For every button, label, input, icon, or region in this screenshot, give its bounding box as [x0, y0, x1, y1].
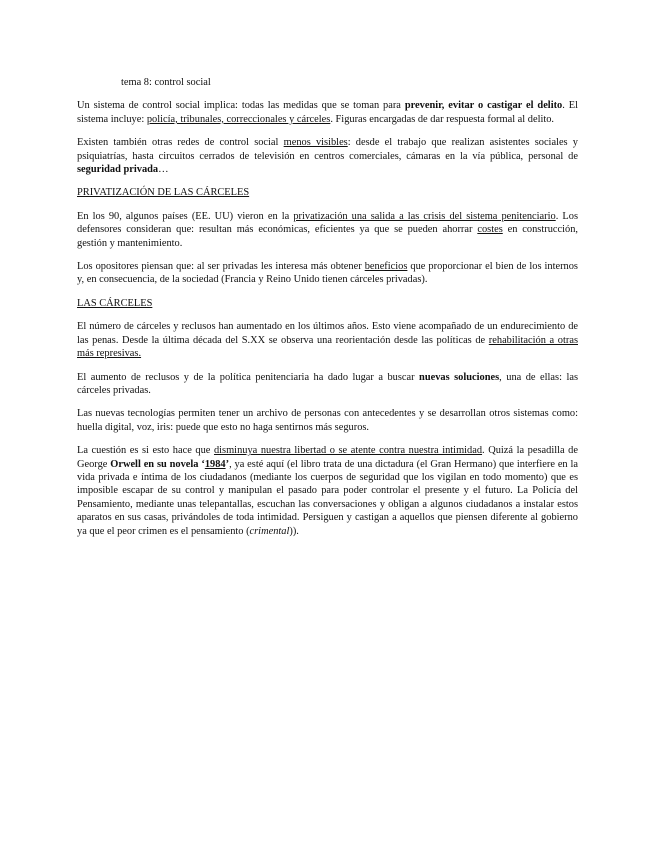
text: , una de ellas: las cárceles privadas.: [77, 371, 578, 396]
italic-text: crimental: [249, 525, 290, 537]
text: El número de cárceles y reclusos han aumentado en los últimos años. Esto viene acompañado de un endurecimiento de las penas. Desde la última década del S.XX se observa una reorientación desde las políticas de: [77, 321, 578, 346]
bold-text: ’: [225, 458, 230, 470]
text: en construcción, gestión y mantenimiento.: [77, 224, 578, 249]
text: En los 90, algunos países (EE. UU) vieron en la: [77, 210, 294, 222]
underlined-text: disminuya nuestra libertad o se atente contra nuestra intimidad: [213, 445, 483, 457]
text: Existen también otras redes de control social: [77, 137, 284, 149]
underlined-text: menos visibles: [283, 137, 348, 149]
paragraph-opositores: [77, 260, 578, 287]
paragraph-aumento-reclusos: [77, 371, 578, 398]
text: que proporcionar el bien de los internos y, en consecuencia, de la sociedad (Francia y Reino Unido tienen cárceles privadas).: [77, 261, 578, 286]
text: , ya esté aquí (el libro trata de una dictadura (el Gran Hermano) que interfiere en la vida privada e íntima de los ciudadanos (mediante los cuerpos de seguridad que los vigilan en todo momento) que es imposible escapar de su control y manipulan el pasado para poder controlar el presente y el futuro. La Policía del Pensamiento, mediante unas telepantallas, escuchan las conversaciones y obligan a algunos ciudadanos a instalar estos aparatos en sus casas, privándoles de toda intimidad. Persiguen y castigan a aquellos que piensen diferente al gobierno ya que el peor crimen es el pensamiento (: [77, 458, 578, 537]
paragraph-privatizacion: [77, 210, 578, 250]
underlined-text: beneficios: [364, 261, 408, 273]
underlined-text: privatización una salida a las crisis del sistema penitenciario: [293, 210, 556, 222]
underlined-text: policía, tribunales, correccionales y cárceles: [146, 113, 331, 125]
paragraph-control-social: [77, 99, 578, 126]
bold-text: prevenir, evitar o castigar el delito: [404, 100, 563, 112]
text: : desde el trabajo que realizan asistentes sociales y psiquiatrías, hasta circuitos cerrados de televisión en centros comerciales, cámaras en la vía pública, personal de: [77, 137, 578, 162]
bold-text: nuevas soluciones: [419, 371, 500, 383]
paragraph-orwell: [77, 444, 578, 538]
text: . Quizá la pesadilla de George: [77, 445, 578, 470]
text: …: [158, 164, 169, 176]
section-heading-privatizacion: PRIVATIZACIÓN DE LAS CÁRCELES: [77, 187, 250, 199]
text: Un sistema de control social implica: todas las medidas que se toman para: [77, 100, 405, 112]
text: . Figuras encargadas de dar respuesta formal al delito.: [330, 113, 555, 125]
paragraph-numero-carceles: [77, 320, 578, 360]
underlined-text: rehabilitación a otras más represivas.: [77, 334, 578, 360]
bold-text: seguridad privada: [77, 164, 159, 176]
bold-underlined-text: 1984: [204, 458, 226, 470]
paragraph-otras-redes: [77, 136, 578, 176]
underlined-text: costes: [477, 224, 503, 236]
paragraph-nuevas-tecnologias: Las nuevas tecnologías permiten tener un archivo de personas con antecedentes y se desarrollan otros sistemas como: huella digital, voz, iris: puede que esto no haga sentirnos más seguros.: [77, 408, 578, 433]
text: )).: [289, 525, 299, 537]
bold-text: Orwell en su novela ‘: [110, 458, 205, 470]
text: El aumento de reclusos y de la política penitenciaria ha dado lugar a buscar: [77, 371, 420, 383]
text: . Los defensores consideran que: resultan más económicas, eficientes ya que se pueden ahorrar: [77, 210, 578, 236]
text: La cuestión es si esto hace que: [77, 445, 214, 457]
text: . El sistema incluye:: [77, 100, 578, 125]
text: Los opositores piensan que: al ser privadas les interesa más obtener: [77, 261, 365, 273]
document-title: tema 8: control social: [121, 77, 211, 88]
section-heading-carceles: LAS CÁRCELES: [77, 297, 153, 309]
